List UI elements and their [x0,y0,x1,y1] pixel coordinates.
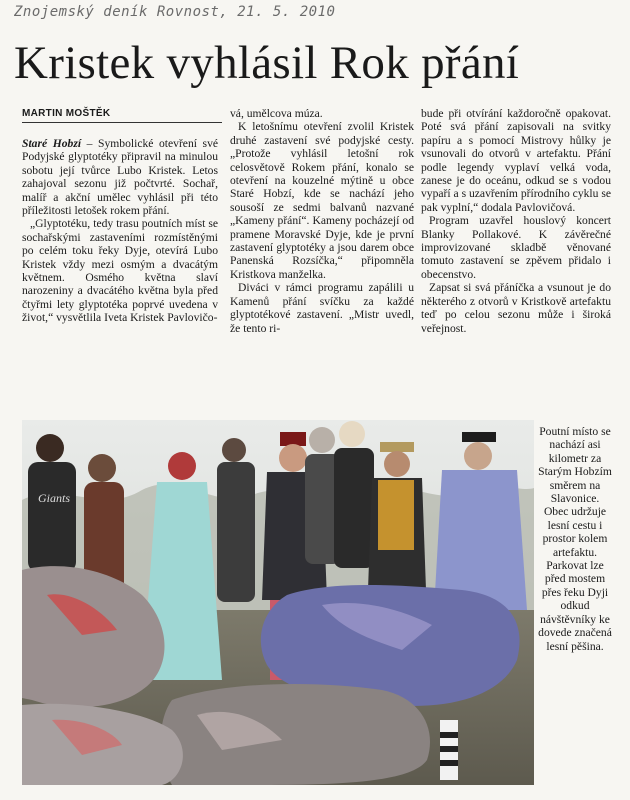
col3-paragraph-1: Program uzavřel houslový koncert Blanky Pollakové. K závěrečné improvizované skladbě věnované tomuto zastavení se zpěvem přidalo i obecenstvo. [421,214,611,281]
column-2 [230,107,414,335]
col1-paragraph-2: „Glyptotéku, tedy trasu poutních míst se sochařskými zastaveními rozmístěnými po celém toku řeky Dyje, otevírá Lubo Kristek vždy mezi osmým a dvacátým květnem. Osmého května slaví narozeniny a dvacátého května byla před čtyřmi lety glyptotéka poprvé uvedena v život,“ vysvětlila Iveta Kristek Pavlovičo- [22,217,218,325]
column-1 [22,137,218,325]
col2-paragraph-2: Diváci v rámci programu zapálili u Kamenů přání svíčku za každé glyptotékové zastavení. „Mistr uvedl, že tento ri- [230,281,414,335]
photo-illustration [22,420,534,785]
column-3 [421,107,611,335]
column-3-narrow [538,425,612,653]
col3-paragraph-3: Poutní místo se nachází asi kilometr za Starým Hobzím směrem na Slavonice. Obec udržuje lesní cestu i prostor kolem artefaktu. Parkovat lze před mostem přes řeku Dyji odkud návštěvníky ke dovede značená lesní pěšina. [538,425,612,653]
group-photo [22,420,534,785]
handwritten-source-note: Znojemský deník Rovnost, 21. 5. 2010 [14,4,336,20]
dateline-place: Staré Hobzí [22,137,82,150]
striped-post [440,720,458,780]
col3-paragraph-0: bude při otvírání každoročně opakovat. Poté svá přání zapisovali na svitky papíru a s pomocí Mistrovy hůlky je vsunovali do otvorů v artefaktu. Přání podle legendy vyplaví velká voda, zanese je do oceánu, odkud se s vodou vypaří a s uzavřením přírodního cyklu se pak vyplní,“ dodala Pavlovičová. [421,107,611,214]
author-byline: MARTIN MOŠTĚK [22,108,111,119]
headline: Kristek vyhlásil Rok přání [14,37,520,89]
byline-rule [22,122,222,123]
col1-paragraph-1-text: – Symbolické otevření své Podyjské glyptotéky připravil na minulou sobotu její tvůrce Lubo Kristek. Letos zahajoval sezonu již počtvrté. Sochař, malíř a akční umělec vyhlásil při této příležitosti letošek rokem přání. [22,137,219,218]
person-4 [217,438,255,602]
shirt-print: Giants [38,491,71,505]
col2-paragraph-1: K letošnímu otevření zvolil Kristek druhé zastavení své podyjské cesty. „Protože vyhlásil letošní rok celosvětově Rokem přání, konalo se otevření na kouzelné mýtině u obce Staré Hobzí, kde se nachází jeho sousoší ze sedmi balvanů nazvané „Kameny přání“. Kameny pocházejí od pramene Moravské Dyje, kde je první zastavení glyptotéky a jsou darem obce Panenská Rozsíčka,“ připomněla Kristkova manželka. [230,120,414,281]
col1-paragraph-1 [22,137,218,217]
stone-front [161,684,430,785]
col3-paragraph-2: Zapsat si svá přáníčka a vsunout je do některého z otvorů v Kristkově artefaktu teď po celou sezonu může i široká veřejnost. [421,281,611,335]
col2-paragraph-0: vá, umělcova múza. [230,107,323,120]
